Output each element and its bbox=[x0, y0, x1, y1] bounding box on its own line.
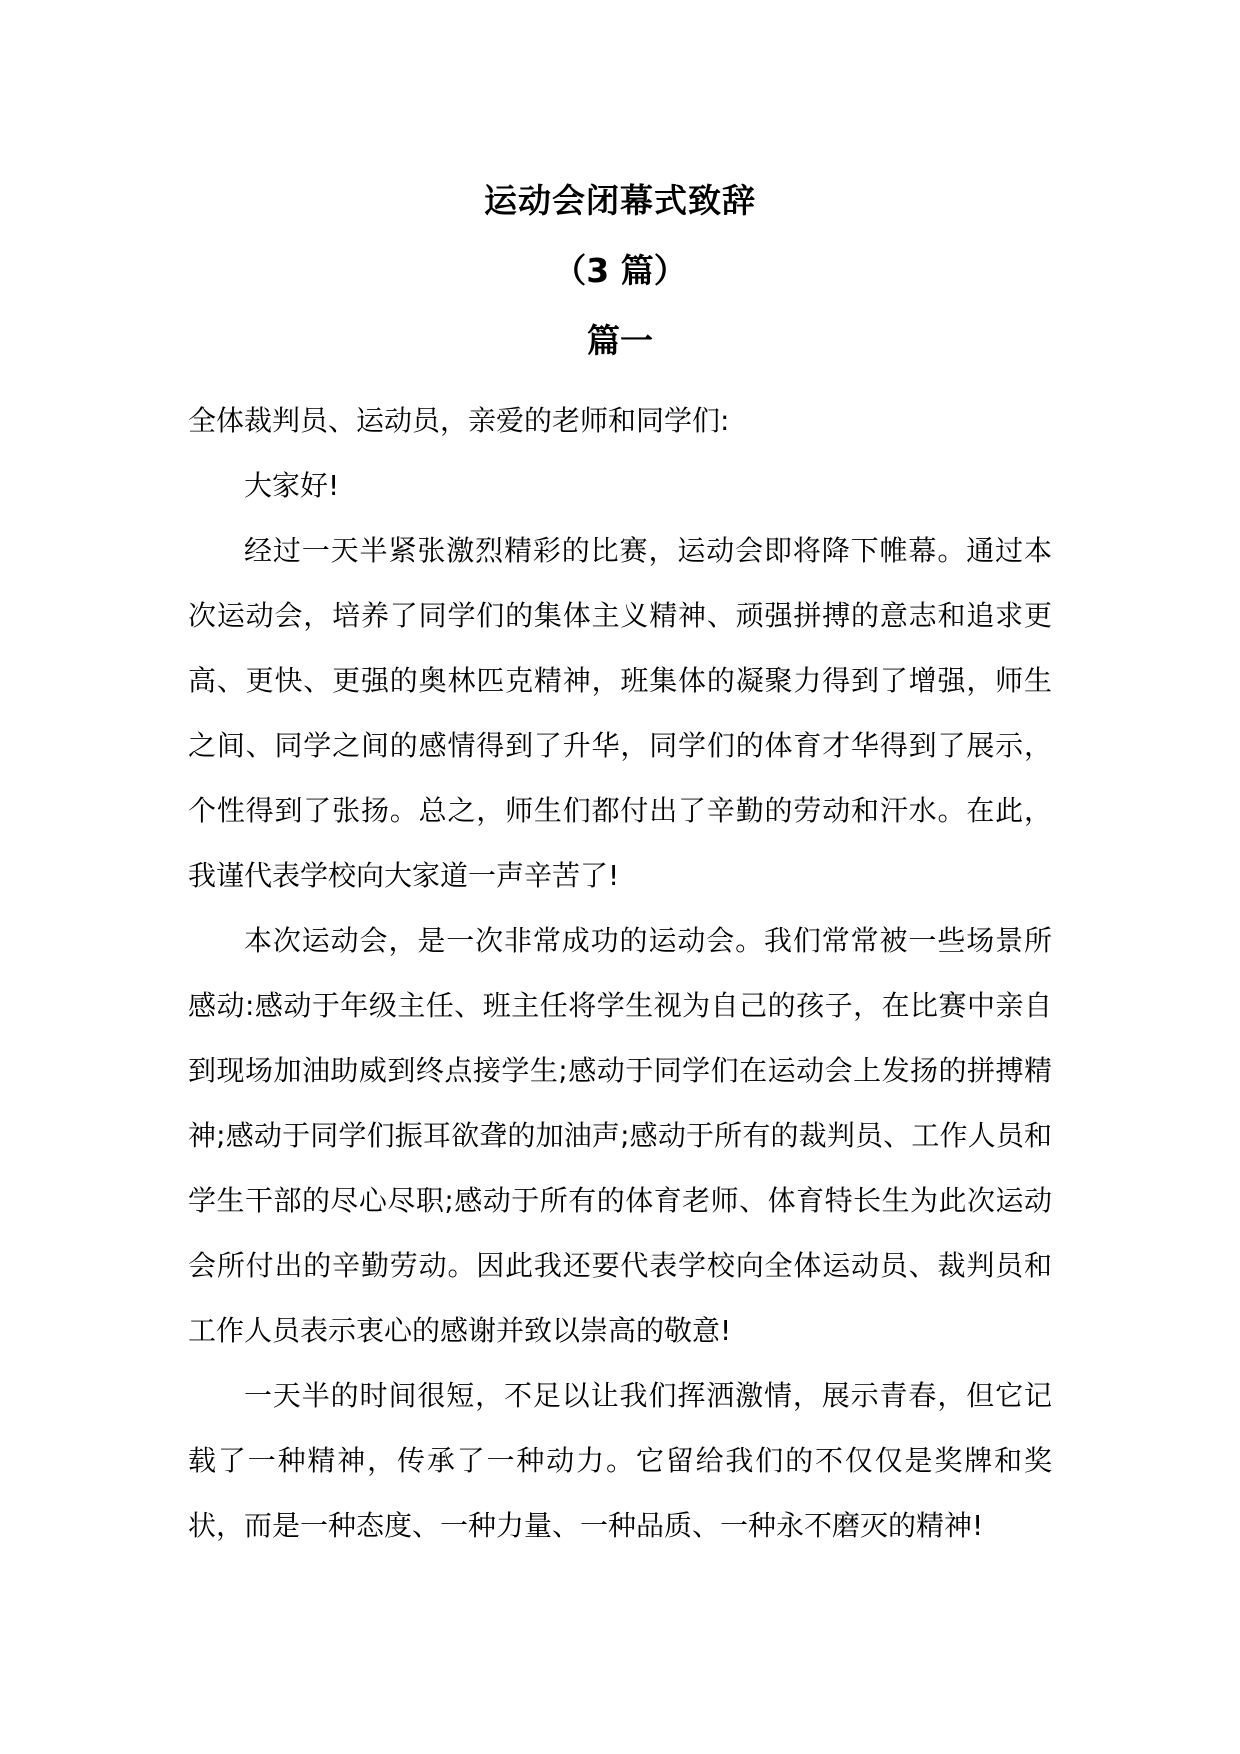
paragraph: 一天半的时间很短，不足以让我们挥洒激情，展示青春，但它记载了一种精神，传承了一种动力。它留给我们的不仅仅是奖牌和奖状，而是一种态度、一种力量、一种品质、一种永不磨灭的精神! bbox=[188, 1379, 1052, 1542]
document-body bbox=[188, 388, 1052, 1558]
paragraph: 经过一天半紧张激烈精彩的比赛，运动会即将降下帷幕。通过本次运动会，培养了同学们的集体主义精神、顽强拼搏的意志和追求更高、更快、更强的奥林匹克精神，班集体的凝聚力得到了增强，师生之间、同学之间的感情得到了升华，同学们的体育才华得到了展示，个性得到了张扬。总之，师生们都付出了辛勤的劳动和汗水。在此，我谨代表学校向大家道一声辛苦了! bbox=[188, 534, 1052, 892]
paragraph: 本次运动会，是一次非常成功的运动会。我们常常被一些场景所感动:感动于年级主任、班主任将学生视为自己的孩子，在比赛中亲自到现场加油助威到终点接学生;感动于同学们在运动会上发扬的拼搏精神;感动于同学们振耳欲聋的加油声;感动于所有的裁判员、工作人员和学生干部的尽心尽职;感动于所有的体育老师、体育特长生为此次运动会所付出的辛勤劳动。因此我还要代表学校向全体运动员、裁判员和工作人员表示衷心的感谢并致以崇高的敬意! bbox=[188, 924, 1052, 1347]
paragraph-greeting: 大家好! bbox=[244, 469, 340, 502]
salutation: 全体裁判员、运动员，亲爱的老师和同学们: bbox=[188, 404, 730, 437]
document-subtitle: （3 篇） bbox=[553, 251, 687, 290]
document-title: 运动会闭幕式致辞 bbox=[484, 181, 756, 220]
section-heading: 篇一 bbox=[587, 321, 653, 360]
